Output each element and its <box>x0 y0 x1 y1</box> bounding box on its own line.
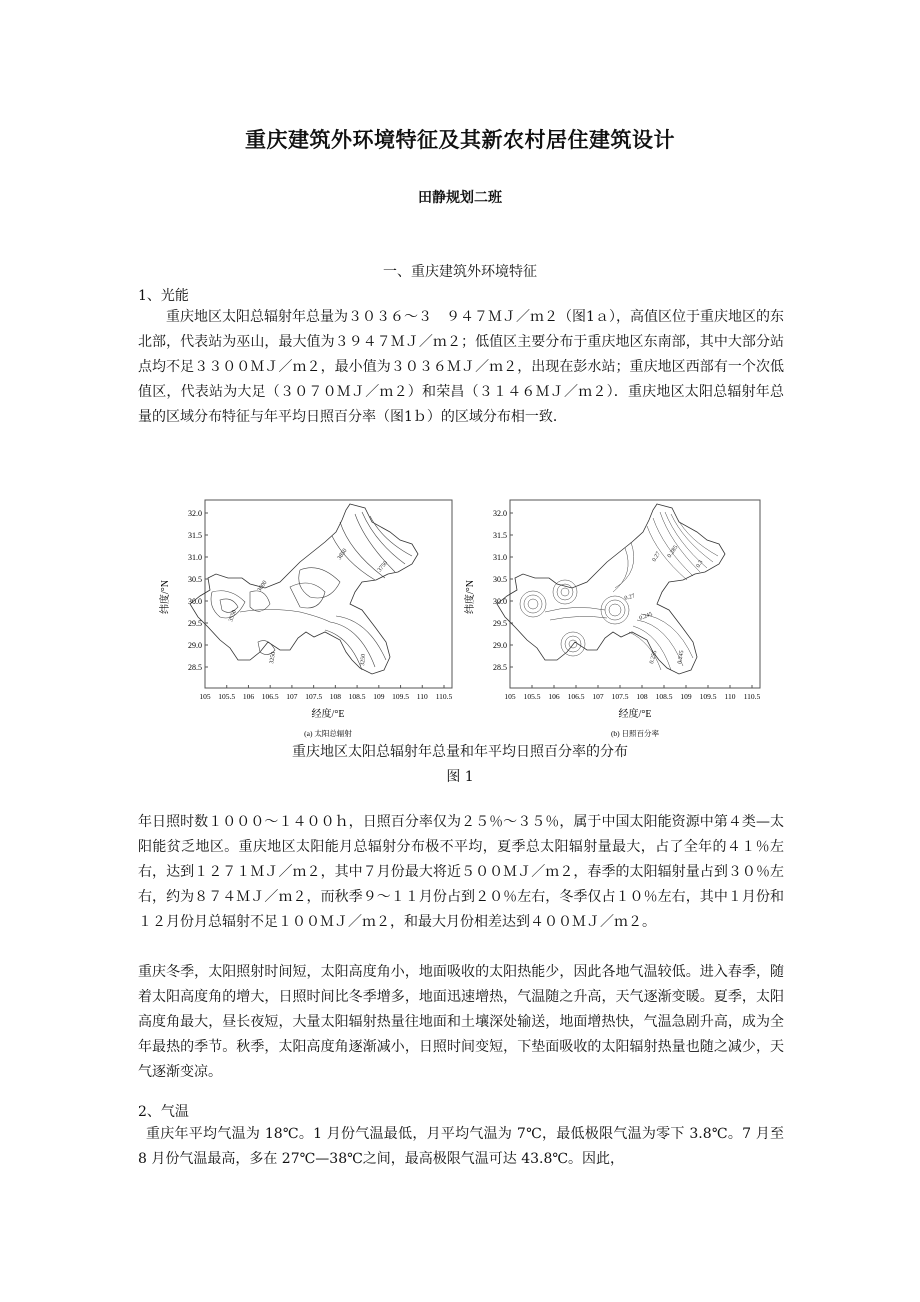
paragraph-seasons: 重庆冬季，太阳照射时间短，太阳高度角小，地面吸收的太阳热能少，因此各地气温较低。进入春季，随着太阳高度角的增大，日照时间比冬季增多，地面迅速增热，气温随之升高，天气逐渐变暖。夏季，太阳高度角最大，昼长夜短，大量太阳辐射热量往地面和土壤深处输送，地面增热快，气温急剧升高，成为全年最热的季节。秋季，太阳高度角逐渐减小，日照时间变短，下垫面吸收的太阳辐射热量也随之减少，天气逐渐变凉。 <box>138 964 784 1080</box>
x-tick-label: 107.5 <box>611 692 629 701</box>
x-tick-label: 109.5 <box>392 692 409 701</box>
x-axis <box>199 685 452 701</box>
x-tick-label: 107.5 <box>305 692 323 701</box>
document-title: 重庆建筑外环境特征及其新农村居住建筑设计 <box>245 128 675 152</box>
y-tick-label: 28.5 <box>188 663 202 672</box>
contour-label: 3250 <box>360 653 368 667</box>
x-tick-label: 105.5 <box>218 692 236 701</box>
author-line: 田静规划二班 <box>418 190 502 206</box>
figure-a-map <box>150 492 455 742</box>
contour-label: 0.245 <box>638 611 654 622</box>
x-tick-label: 109 <box>680 692 692 701</box>
y-tick-label: 30.0 <box>493 597 507 606</box>
x-tick-label: 106.5 <box>261 692 279 701</box>
region-outline <box>190 504 418 674</box>
x-tick-label: 108 <box>329 692 341 701</box>
x-tick-label: 107 <box>286 692 298 701</box>
x-tick-label: 105 <box>504 692 516 701</box>
y-tick-label: 29.5 <box>188 619 202 628</box>
figure-number: 图 1 <box>446 769 474 785</box>
x-axis-label: 经度/°E <box>618 709 652 720</box>
x-tick-label: 110.5 <box>743 692 761 701</box>
x-tick-label: 110 <box>416 692 428 701</box>
contour-lines <box>520 512 718 670</box>
section-heading: 一、重庆建筑外环境特征 <box>383 264 537 280</box>
figure-subcaption: (a) 太阳总辐射 <box>304 729 352 738</box>
subsection-heading-light: 1、光能 <box>138 288 189 304</box>
paragraph-temperature: 重庆年平均气温为 18℃。1 月份气温最低，月平均气温为 7℃，最低极限气温为零下 3.8℃。7 月至 8 月份气温最高，多在 27℃—38℃之间，最高极限气温可达 43.8℃。因此， <box>138 1126 784 1167</box>
x-tick-label: 110 <box>724 692 736 701</box>
y-tick-label: 31.5 <box>188 531 202 540</box>
x-tick-label: 110.5 <box>435 692 453 701</box>
contour-lines <box>211 512 412 670</box>
y-tick-label: 30.5 <box>493 575 507 584</box>
y-tick-label: 31.0 <box>493 553 507 562</box>
y-tick-label: 32.0 <box>188 509 202 518</box>
x-tick-label: 105.5 <box>523 692 541 701</box>
x-tick-label: 106 <box>548 692 560 701</box>
figure-a <box>150 492 455 746</box>
y-tick-label: 30.0 <box>188 597 202 606</box>
x-axis <box>504 685 760 701</box>
subsection-heading-temperature: 2、气温 <box>138 1104 189 1120</box>
x-tick-label: 107 <box>592 692 604 701</box>
contour-label: 3750 <box>376 560 390 574</box>
x-tick-label: 106 <box>242 692 255 701</box>
paragraph-light-energy: 重庆地区太阳总辐射年总量为３０３６～３ ９４７ＭＪ／ｍ２（图1ａ），高值区位于重庆地区的东北部，代表站为巫山，最大值为３９４７ＭＪ／ｍ２；低值区主要分布于重庆地区东南部，其中大部分站点均不足３３００ＭＪ／ｍ２，最小值为３０３６ＭＪ／ｍ２，出现在彭水站；重庆地区西部有一个次低值区，代表站为大足（３０７０ＭＪ／ｍ２）和荣昌（３１４６ＭＪ／ｍ２）．重庆地区太阳总辐射年总量的区域分布特征与年平均日照百分率（图1ｂ）的区域分布相一致． <box>138 309 784 425</box>
figure-b <box>455 492 765 746</box>
contour-label: 0.27 <box>623 593 636 602</box>
x-tick-label: 105 <box>199 692 211 701</box>
figure-caption: 重庆地区太阳总辐射年总量和年平均日照百分率的分布 <box>292 744 628 760</box>
contour-label: 3850 <box>336 547 349 562</box>
contour-label: 0.285 <box>666 544 680 560</box>
y-tick-label: 29.0 <box>188 641 202 650</box>
figure-subcaption: (b) 日照百分率 <box>610 729 660 738</box>
contour-label: 0.27 <box>651 550 662 563</box>
contour-labels <box>228 548 389 666</box>
figure-b-map <box>455 492 765 742</box>
contour-label: 3250 <box>269 651 278 665</box>
x-tick-label: 106.5 <box>567 692 585 701</box>
contour-label: 3600 <box>256 579 269 594</box>
x-tick-label: 108 <box>636 692 648 701</box>
y-tick-label: 32.0 <box>493 509 507 518</box>
paragraph-sunshine: 年日照时数１０００～１４００ｈ，日照百分率仅为２５％～３５％，属于中国太阳能资源中第４类—太阳能贫乏地区。重庆地区太阳能月总辐射分布极不平均，夏季总太阳辐射量最大，占了全年的４１％左右，达到１２７１ＭＪ／ｍ２，其中７月份最大将近５００ＭＪ／ｍ２，春季的太阳辐射量占到３０％左右，约为８７４ＭＪ／ｍ２，而秋季９～１１月份占到２０％左右，冬季仅占１０％左右，其中１月份和１２月份月总辐射不足１００ＭＪ／ｍ２，和最大月份相差达到４００ＭＪ／ｍ２。 <box>138 814 784 930</box>
y-tick-label: 29.0 <box>493 641 507 650</box>
contour-label: 0.245 <box>677 650 686 665</box>
y-tick-label: 31.0 <box>188 553 202 562</box>
contour-labels <box>624 545 705 665</box>
y-tick-label: 28.5 <box>493 663 507 672</box>
y-tick-label: 29.5 <box>493 619 507 628</box>
y-axis-label: 纬度/°N <box>465 580 476 614</box>
x-tick-label: 108.5 <box>655 692 673 701</box>
contour-label: 0.3 <box>695 559 705 569</box>
x-tick-label: 109.5 <box>699 692 717 701</box>
y-tick-label: 30.5 <box>188 575 202 584</box>
y-axis-label: 纬度/°N <box>160 580 171 614</box>
contour-label: 0.255 <box>649 649 659 665</box>
x-tick-label: 109 <box>373 692 385 701</box>
y-tick-label: 31.5 <box>493 531 507 540</box>
region-outline <box>497 504 725 674</box>
x-tick-label: 108.5 <box>348 692 366 701</box>
x-axis-label: 经度/°E <box>311 709 345 720</box>
contour-label: 3550 <box>228 609 238 623</box>
